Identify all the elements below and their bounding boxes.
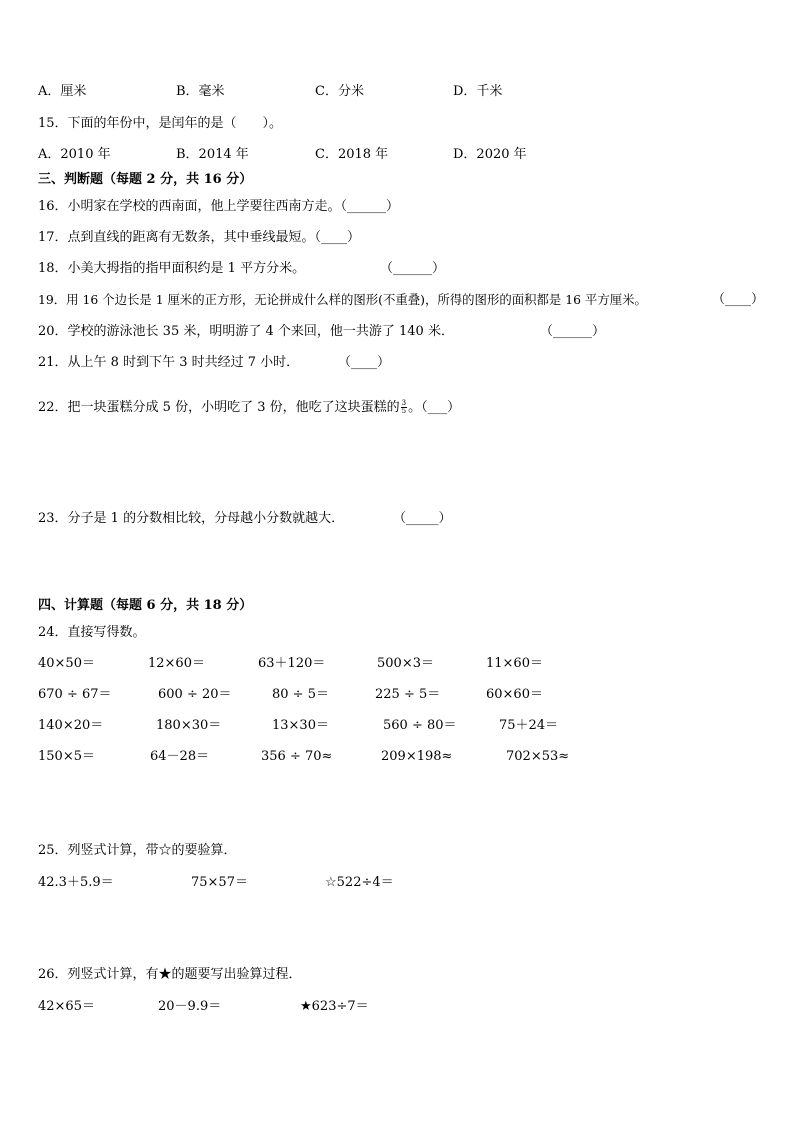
q24-r2-c3: 80 ÷ 5＝ [272,687,329,702]
q19-blank: （____） [712,292,765,307]
q19 [38,292,647,308]
q22-text: 22．把一块蛋糕分成 5 份，小明吃了 3 份，他吃了这块蛋糕的 [38,400,400,415]
q22-frac-denominator: 5 [401,407,407,415]
q24-r4-c1: 150×5＝ [38,749,95,764]
q24-r3-c4: 560 ÷ 80＝ [383,718,457,733]
section4-title: 四、计算题（每题 6 分，共 18 分） [38,598,253,613]
q24-r2-c2: 600 ÷ 20＝ [158,687,232,702]
q24-r1-c4: 500×3＝ [377,656,434,671]
q23-text: 23．分子是 1 的分数相比较，分母越小分数就越大． [38,511,345,526]
q14-option-a: A．厘米 [38,84,87,99]
q15-option-b: B．2014 年 [176,147,249,162]
q24-r1-c3: 63＋120＝ [258,656,326,671]
q24-r3-c2: 180×30＝ [156,718,222,733]
q22-frac-numerator: 3 [401,399,407,407]
q23 [38,511,344,527]
q21-text: 21．从上午 8 时到下午 3 时共经过 7 小时． [38,355,300,370]
q24-r1-c1: 40×50＝ [38,656,95,671]
q26-item-1: 42×65＝ [38,999,95,1014]
q24-r1-c5: 11×60＝ [486,656,543,671]
q24-r4-c3: 356 ÷ 70≈ [261,749,333,764]
q18 [38,261,305,277]
q25-item-3: ☆522÷4＝ [325,875,394,890]
q24-r4-c5: 702×53≈ [506,749,570,764]
q15-text: 15．下面的年份中，是闰年的是（ ）。 [38,116,283,131]
q14-option-c: C．分米 [315,84,364,99]
q18-text: 18．小美大拇指的指甲面积约是 1 平方分米。 [38,261,306,276]
q18-blank: （______） [380,261,446,276]
q22 [38,400,460,416]
q23-blank: （_____） [393,511,452,526]
q16-blank: （______） [340,199,400,214]
q20-text: 20．学校的游泳池长 35 米，明明游了 4 个来回，他一共游了 140 米． [38,324,454,339]
q14-option-d: D．千米 [453,84,503,99]
q17 [38,230,360,246]
q25-text: 25．列竖式计算，带☆的要验算． [38,843,237,858]
q16 [38,199,399,215]
q20-blank: （______） [540,324,606,339]
q20 [38,324,454,340]
q24-text: 24．直接写得数。 [38,625,146,640]
q24-r3-c3: 13×30＝ [272,718,329,733]
section3-title: 三、判断题（每题 2 分，共 16 分） [38,172,253,187]
q24-r2-c5: 60×60＝ [486,687,543,702]
q15-option-a: A．2010 年 [38,147,111,162]
q14-option-b: B．毫米 [176,84,225,99]
q26-item-3: ★623÷7＝ [300,999,369,1014]
q24-r4-c2: 64－28＝ [150,749,210,764]
q15-option-d: D．2020 年 [453,147,527,162]
q21-blank: （____） [338,355,391,370]
q24-r3-c1: 140×20＝ [38,718,104,733]
q26-text: 26．列竖式计算，有★的题要写出验算过程． [38,967,302,982]
q22-fraction [401,400,407,415]
q24-r2-c4: 225 ÷ 5＝ [375,687,441,702]
q24-r2-c1: 670 ÷ 67＝ [38,687,112,702]
q15-option-c: C．2018 年 [315,147,389,162]
q16-text: 16．小明家在学校的西南面，他上学要往西南方走。 [38,199,341,214]
q24-r3-c5: 75＋24＝ [499,718,559,733]
q24-r1-c2: 12×60＝ [148,656,205,671]
q19-text: 19．用 16 个边长是 1 厘米的正方形，无论拼成什么样的图形(不重叠)，所得的图形的面积都是 16 平方厘米。 [38,292,647,307]
q17-text: 17．点到直线的距离有无数条，其中垂线最短。 [38,230,315,245]
q17-blank: （____） [314,230,361,245]
q22-tail: 。（___） [408,400,461,415]
q24-r4-c4: 209×198≈ [381,749,453,764]
q21 [38,355,299,371]
q26-item-2: 20－9.9＝ [158,999,222,1014]
q25-item-2: 75×57＝ [191,875,248,890]
q25-item-1: 42.3＋5.9＝ [38,875,114,890]
